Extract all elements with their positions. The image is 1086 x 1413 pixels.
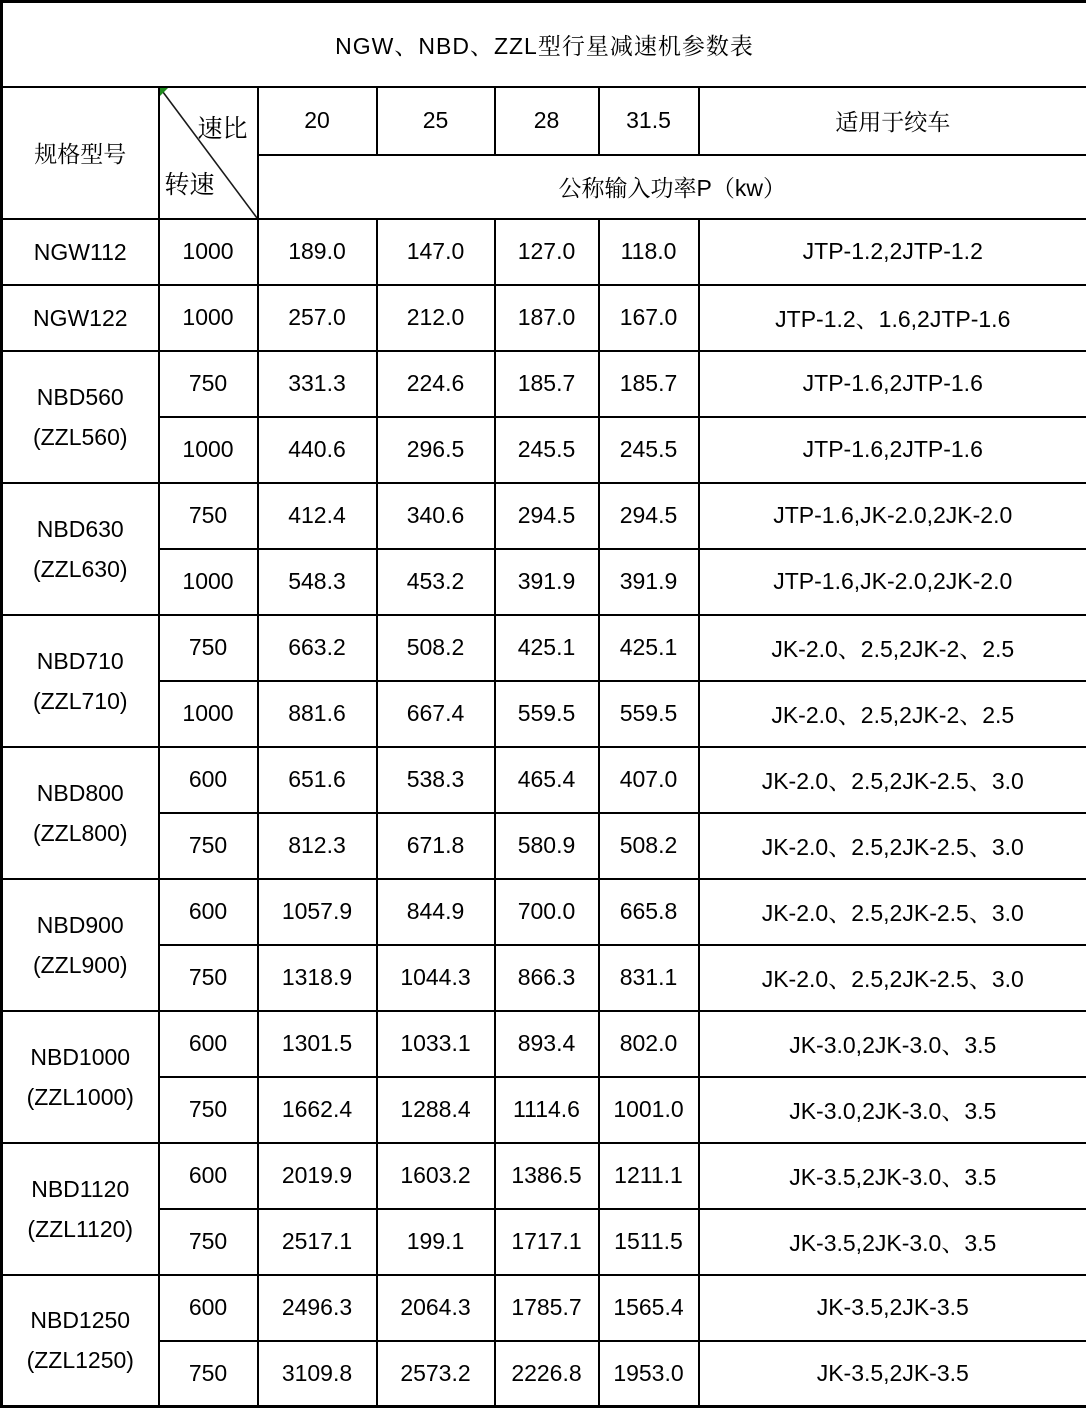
speed-cell: 600 — [159, 1143, 258, 1209]
winch-cell: JK-2.0、2.5,2JK-2.5、3.0 — [699, 879, 1086, 945]
model-name: NBD800 — [36, 779, 124, 806]
power-cell: 407.0 — [599, 747, 699, 813]
power-cell: 1717.1 — [495, 1209, 599, 1275]
power-cell: 212.0 — [377, 285, 495, 351]
power-cell: 1603.2 — [377, 1143, 495, 1209]
power-cell: 189.0 — [258, 219, 377, 285]
winch-column-header: 适用于绞车 — [699, 87, 1086, 155]
power-cell: 2496.3 — [258, 1275, 377, 1341]
ratio-col-header-31-5: 31.5 — [599, 87, 699, 155]
table-body — [2, 219, 1086, 1407]
power-cell: 580.9 — [495, 813, 599, 879]
power-cell: 844.9 — [377, 879, 495, 945]
table-row — [2, 483, 1086, 549]
power-cell: 1211.1 — [599, 1143, 699, 1209]
power-cell: 559.5 — [495, 681, 599, 747]
model-name: NBD1000 — [30, 1043, 131, 1070]
winch-cell: JK-3.5,2JK-3.5 — [699, 1275, 1086, 1341]
model-cell — [2, 747, 159, 879]
power-cell: 831.1 — [599, 945, 699, 1011]
speed-cell: 600 — [159, 1011, 258, 1077]
power-cell: 127.0 — [495, 219, 599, 285]
power-cell: 391.9 — [599, 549, 699, 615]
table-row — [2, 285, 1086, 351]
power-cell: 802.0 — [599, 1011, 699, 1077]
power-cell: 257.0 — [258, 285, 377, 351]
speed-label: 转速 — [164, 170, 215, 199]
speed-cell: 750 — [159, 1209, 258, 1275]
winch-cell: JK-2.0、2.5,2JK-2.5、3.0 — [699, 813, 1086, 879]
power-cell: 412.4 — [258, 483, 377, 549]
power-cell: 1318.9 — [258, 945, 377, 1011]
table-row — [2, 681, 1086, 747]
speed-cell: 1000 — [159, 219, 258, 285]
power-cell: 1662.4 — [258, 1077, 377, 1143]
power-cell: 1057.9 — [258, 879, 377, 945]
winch-cell: JK-2.0、2.5,2JK-2、2.5 — [699, 681, 1086, 747]
winch-cell: JTP-1.2,2JTP-1.2 — [699, 219, 1086, 285]
power-cell: 1044.3 — [377, 945, 495, 1011]
model-cell — [2, 615, 159, 747]
model-column-header: 规格型号 — [2, 87, 159, 219]
model-name: NBD900 — [36, 911, 124, 938]
speed-cell: 750 — [159, 1341, 258, 1407]
power-cell: 296.5 — [377, 417, 495, 483]
table-row — [2, 879, 1086, 945]
model-alt-name: (ZZL800) — [32, 819, 128, 846]
power-cell: 651.6 — [258, 747, 377, 813]
power-cell: 1001.0 — [599, 1077, 699, 1143]
model-cell — [2, 285, 159, 351]
power-cell: 671.8 — [377, 813, 495, 879]
ratio-label: 速比 — [197, 114, 248, 143]
power-cell: 425.1 — [495, 615, 599, 681]
power-cell: 538.3 — [377, 747, 495, 813]
winch-cell: JK-2.0、2.5,2JK-2、2.5 — [699, 615, 1086, 681]
model-cell — [2, 483, 159, 615]
model-cell — [2, 351, 159, 483]
model-name: NBD560 — [36, 383, 124, 410]
winch-cell: JTP-1.6,2JTP-1.6 — [699, 417, 1086, 483]
power-cell: 340.6 — [377, 483, 495, 549]
model-alt-name: (ZZL560) — [32, 423, 128, 450]
table-row — [2, 1011, 1086, 1077]
speed-cell: 600 — [159, 747, 258, 813]
power-cell: 1953.0 — [599, 1341, 699, 1407]
ratio-col-header-20: 20 — [258, 87, 377, 155]
power-cell: 391.9 — [495, 549, 599, 615]
winch-cell: JK-3.5,2JK-3.0、3.5 — [699, 1209, 1086, 1275]
speed-cell: 750 — [159, 615, 258, 681]
table-row — [2, 1077, 1086, 1143]
speed-cell: 600 — [159, 879, 258, 945]
power-cell: 700.0 — [495, 879, 599, 945]
power-cell: 1288.4 — [377, 1077, 495, 1143]
power-cell: 118.0 — [599, 219, 699, 285]
model-name: NBD1250 — [30, 1307, 131, 1334]
speed-cell: 1000 — [159, 681, 258, 747]
table-row — [2, 549, 1086, 615]
power-cell: 294.5 — [599, 483, 699, 549]
speed-cell: 750 — [159, 945, 258, 1011]
winch-cell: JK-2.0、2.5,2JK-2.5、3.0 — [699, 747, 1086, 813]
power-cell: 2226.8 — [495, 1341, 599, 1407]
speed-cell: 750 — [159, 483, 258, 549]
power-cell: 1511.5 — [599, 1209, 699, 1275]
speed-cell: 600 — [159, 1275, 258, 1341]
power-cell: 667.4 — [377, 681, 495, 747]
table-row — [2, 1209, 1086, 1275]
power-cell: 147.0 — [377, 219, 495, 285]
winch-cell: JK-3.0,2JK-3.0、3.5 — [699, 1011, 1086, 1077]
table-row — [2, 747, 1086, 813]
power-cell: 331.3 — [258, 351, 377, 417]
model-alt-name: (ZZL710) — [32, 687, 128, 714]
power-cell: 1565.4 — [599, 1275, 699, 1341]
title-row — [2, 2, 1086, 87]
power-cell: 167.0 — [599, 285, 699, 351]
power-cell: 1301.5 — [258, 1011, 377, 1077]
table-row — [2, 351, 1086, 417]
table-row — [2, 615, 1086, 681]
model-name: NBD1120 — [31, 1175, 130, 1202]
speed-cell: 1000 — [159, 549, 258, 615]
model-name: NGW112 — [33, 238, 127, 265]
power-cell: 1114.6 — [495, 1077, 599, 1143]
ratio-col-header-25: 25 — [377, 87, 495, 155]
power-cell: 559.5 — [599, 681, 699, 747]
model-cell — [2, 879, 159, 1011]
model-cell — [2, 1143, 159, 1275]
power-cell: 465.4 — [495, 747, 599, 813]
model-alt-name: (ZZL1250) — [26, 1347, 134, 1374]
table-row — [2, 1275, 1086, 1341]
power-cell: 1785.7 — [495, 1275, 599, 1341]
diagonal-header-cell — [159, 87, 258, 219]
winch-cell: JK-3.0,2JK-3.0、3.5 — [699, 1077, 1086, 1143]
speed-cell: 1000 — [159, 285, 258, 351]
power-cell: 185.7 — [495, 351, 599, 417]
model-alt-name: (ZZL900) — [32, 951, 128, 978]
model-alt-name: (ZZL1000) — [26, 1083, 134, 1110]
model-alt-name: (ZZL1120) — [27, 1215, 134, 1242]
power-cell: 881.6 — [258, 681, 377, 747]
power-cell: 1033.1 — [377, 1011, 495, 1077]
page-title: NGW、NBD、ZZL型行星减速机参数表 — [2, 2, 1086, 87]
winch-cell: JK-3.5,2JK-3.0、3.5 — [699, 1143, 1086, 1209]
power-cell: 812.3 — [258, 813, 377, 879]
winch-cell: JTP-1.6,JK-2.0,2JK-2.0 — [699, 549, 1086, 615]
power-cell: 548.3 — [258, 549, 377, 615]
power-cell: 425.1 — [599, 615, 699, 681]
table-row — [2, 945, 1086, 1011]
table-row — [2, 219, 1086, 285]
power-cell: 508.2 — [599, 813, 699, 879]
green-corner-marker-icon — [160, 88, 168, 96]
speed-cell: 750 — [159, 351, 258, 417]
speed-cell: 1000 — [159, 417, 258, 483]
table-row — [2, 1143, 1086, 1209]
power-cell: 294.5 — [495, 483, 599, 549]
model-name: NGW122 — [32, 304, 128, 331]
winch-cell: JTP-1.6,2JTP-1.6 — [699, 351, 1086, 417]
winch-cell: JK-2.0、2.5,2JK-2.5、3.0 — [699, 945, 1086, 1011]
table-row — [2, 1341, 1086, 1407]
table-row — [2, 417, 1086, 483]
model-cell — [2, 1275, 159, 1407]
power-cell: 508.2 — [377, 615, 495, 681]
power-cell: 453.2 — [377, 549, 495, 615]
winch-cell: JK-3.5,2JK-3.5 — [699, 1341, 1086, 1407]
power-cell: 2019.9 — [258, 1143, 377, 1209]
power-cell: 2064.3 — [377, 1275, 495, 1341]
power-cell: 224.6 — [377, 351, 495, 417]
model-cell — [2, 1011, 159, 1143]
power-cell: 893.4 — [495, 1011, 599, 1077]
power-span-header: 公称输入功率P（kw） — [258, 155, 1086, 219]
power-cell: 187.0 — [495, 285, 599, 351]
winch-cell: JTP-1.2、1.6,2JTP-1.6 — [699, 285, 1086, 351]
power-cell: 199.1 — [377, 1209, 495, 1275]
model-cell — [2, 219, 159, 285]
power-cell: 2573.2 — [377, 1341, 495, 1407]
speed-cell: 750 — [159, 1077, 258, 1143]
power-cell: 2517.1 — [258, 1209, 377, 1275]
power-cell: 185.7 — [599, 351, 699, 417]
table-row — [2, 813, 1086, 879]
power-cell: 665.8 — [599, 879, 699, 945]
power-cell: 245.5 — [599, 417, 699, 483]
model-name: NBD630 — [36, 515, 124, 542]
model-alt-name: (ZZL630) — [32, 555, 128, 582]
power-cell: 3109.8 — [258, 1341, 377, 1407]
header-row-1 — [2, 87, 1086, 155]
winch-cell: JTP-1.6,JK-2.0,2JK-2.0 — [699, 483, 1086, 549]
ratio-col-header-28: 28 — [495, 87, 599, 155]
power-cell: 1386.5 — [495, 1143, 599, 1209]
power-cell: 663.2 — [258, 615, 377, 681]
power-cell: 866.3 — [495, 945, 599, 1011]
power-cell: 245.5 — [495, 417, 599, 483]
speed-cell: 750 — [159, 813, 258, 879]
model-name: NBD710 — [36, 647, 124, 674]
power-cell: 440.6 — [258, 417, 377, 483]
